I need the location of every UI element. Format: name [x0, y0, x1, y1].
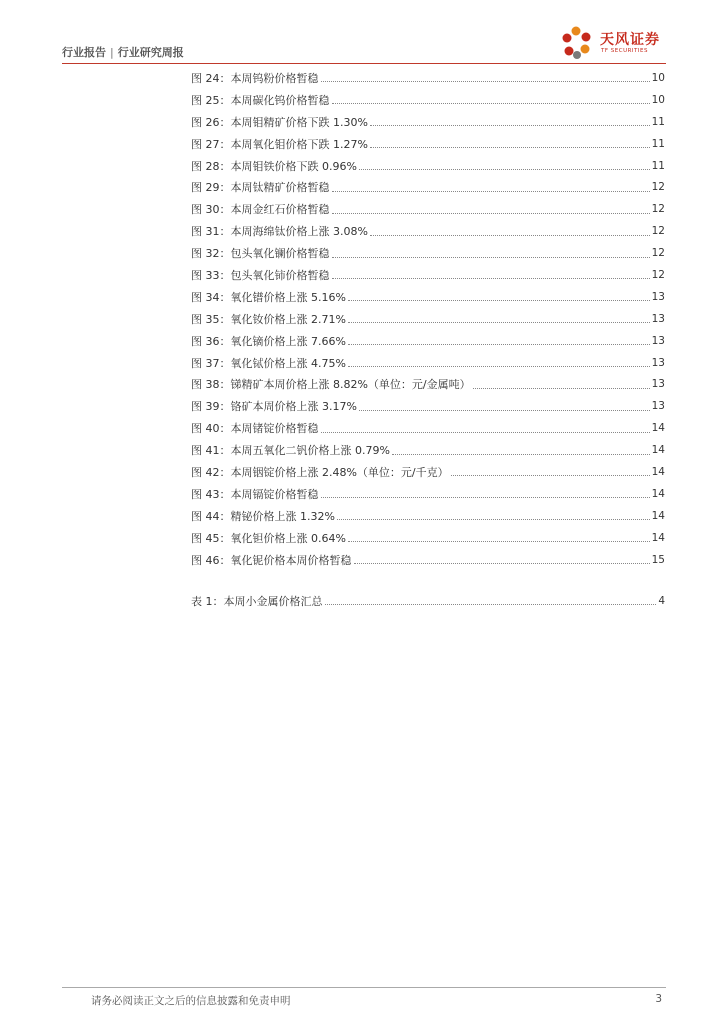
- toc-entry[interactable]: [191, 220, 665, 242]
- toc-entry-label: 图 28：本周钼铁价格下跌 0.96%: [191, 159, 357, 173]
- toc-entry-label: 图 42：本周铟锭价格上涨 2.48%（单位：元/千克）: [191, 465, 449, 479]
- toc-entry[interactable]: [191, 308, 665, 330]
- toc-leader-dots: [348, 541, 650, 542]
- toc-entry[interactable]: [191, 505, 665, 527]
- toc-entry-page: 14: [651, 509, 665, 522]
- toc-entry[interactable]: [191, 461, 665, 483]
- footer-rule: [62, 987, 666, 988]
- logo-name: 天风证券: [600, 32, 660, 48]
- page-number: 3: [655, 993, 662, 1005]
- toc-entry-page: 4: [658, 594, 665, 607]
- header-rule: [62, 63, 666, 64]
- footer-disclaimer: 请务必阅读正文之后的信息披露和免责申明: [91, 995, 291, 1007]
- toc-entry[interactable]: [191, 483, 665, 505]
- toc-entry[interactable]: [191, 286, 665, 308]
- toc-entry-label: 图 37：氧化铽价格上涨 4.75%: [191, 356, 346, 370]
- toc-leader-dots: [473, 388, 650, 389]
- toc-leader-dots: [370, 147, 650, 148]
- toc-leader-dots: [337, 519, 650, 520]
- toc-entry-page: 14: [651, 487, 665, 500]
- toc-entry-page: 13: [651, 312, 665, 325]
- toc-entry-page: 13: [651, 334, 665, 347]
- toc-entry-page: 13: [651, 400, 665, 413]
- toc-entry[interactable]: [191, 590, 665, 612]
- toc-leader-dots: [321, 81, 650, 82]
- header-subsection: 行业研究周报: [117, 46, 184, 59]
- toc-entry-label: 图 46：氧化铌价格本周价格暂稳: [191, 553, 352, 567]
- table-index: [191, 590, 665, 612]
- toc-entry-page: 11: [651, 137, 665, 150]
- toc-entry-page: 12: [651, 203, 665, 216]
- toc-entry-page: 11: [651, 159, 665, 172]
- toc-entry-page: 13: [651, 378, 665, 391]
- toc-entry-label: 图 39：铬矿本周价格上涨 3.17%: [191, 400, 357, 414]
- toc-entry[interactable]: [191, 417, 665, 439]
- toc-leader-dots: [348, 366, 650, 367]
- toc-entry-label: 图 26：本周钼精矿价格下跌 1.30%: [191, 115, 368, 129]
- toc-leader-dots: [359, 169, 650, 170]
- toc-entry-page: 12: [651, 225, 665, 238]
- toc-leader-dots: [354, 563, 650, 564]
- toc-leader-dots: [359, 410, 650, 411]
- toc-leader-dots: [451, 475, 650, 476]
- toc-entry[interactable]: [191, 89, 665, 111]
- toc-leader-dots: [370, 235, 650, 236]
- toc-entry-label: 图 38：锑精矿本周价格上涨 8.82%（单位：元/金属吨）: [191, 378, 471, 392]
- toc-entry[interactable]: [191, 527, 665, 549]
- toc-leader-dots: [370, 125, 650, 126]
- toc-leader-dots: [348, 300, 650, 301]
- toc-leader-dots: [332, 257, 650, 258]
- toc-entry[interactable]: [191, 67, 665, 89]
- toc-entry-page: 14: [651, 444, 665, 457]
- toc-leader-dots: [332, 103, 650, 104]
- figure-index: [191, 67, 665, 570]
- toc-entry-label: 图 25：本周碳化钨价格暂稳: [191, 93, 330, 107]
- toc-entry-page: 15: [651, 553, 665, 566]
- toc-entry-page: 12: [651, 181, 665, 194]
- toc-entry-label: 图 30：本周金红石价格暂稳: [191, 203, 330, 217]
- toc-entry-label: 图 27：本周氧化钼价格下跌 1.27%: [191, 137, 368, 151]
- header-divider: |: [110, 46, 114, 59]
- toc-entry-label: 图 44：精铋价格上涨 1.32%: [191, 509, 335, 523]
- toc-entry-label: 图 29：本周钛精矿价格暂稳: [191, 181, 330, 195]
- toc-leader-dots: [348, 344, 650, 345]
- toc-entry-label: 表 1：本周小金属价格汇总: [191, 594, 323, 608]
- toc-entry-page: 14: [651, 422, 665, 435]
- toc-entry[interactable]: [191, 549, 665, 571]
- toc-entry[interactable]: [191, 155, 665, 177]
- toc-entry-label: 图 32：包头氧化镧价格暂稳: [191, 247, 330, 261]
- company-logo: [556, 24, 666, 64]
- toc-entry[interactable]: [191, 264, 665, 286]
- toc-leader-dots: [321, 432, 650, 433]
- toc-leader-dots: [332, 191, 650, 192]
- toc-leader-dots: [325, 604, 657, 605]
- toc-leader-dots: [348, 322, 650, 323]
- toc-entry-label: 图 40：本周锗锭价格暂稳: [191, 422, 319, 436]
- toc-entry-label: 图 31：本周海绵钛价格上涨 3.08%: [191, 225, 368, 239]
- toc-entry-page: 12: [651, 268, 665, 281]
- toc-entry-label: 图 45：氧化钽价格上涨 0.64%: [191, 531, 346, 545]
- toc-leader-dots: [321, 497, 650, 498]
- toc-entry-label: 图 41：本周五氧化二钒价格上涨 0.79%: [191, 444, 390, 458]
- toc-entry[interactable]: [191, 352, 665, 374]
- toc-entry[interactable]: [191, 198, 665, 220]
- flower-logo-icon: [556, 24, 598, 64]
- toc-entry[interactable]: [191, 330, 665, 352]
- toc-entry-page: 10: [651, 93, 665, 106]
- toc-entry-page: 13: [651, 356, 665, 369]
- toc-entry[interactable]: [191, 111, 665, 133]
- toc-entry-page: 12: [651, 247, 665, 260]
- toc-entry[interactable]: [191, 242, 665, 264]
- toc-leader-dots: [392, 454, 650, 455]
- header-breadcrumb: [62, 44, 184, 60]
- toc-entry-page: 13: [651, 290, 665, 303]
- toc-leader-dots: [332, 213, 650, 214]
- logo-subtitle: TF SECURITIES: [601, 48, 648, 54]
- toc-entry[interactable]: [191, 439, 665, 461]
- toc-entry[interactable]: [191, 133, 665, 155]
- toc-entry-label: 图 24：本周钨粉价格暂稳: [191, 71, 319, 85]
- toc-leader-dots: [332, 278, 650, 279]
- toc-entry[interactable]: [191, 176, 665, 198]
- toc-entry-label: 图 34：氧化镨价格上涨 5.16%: [191, 290, 346, 304]
- toc-entry-label: 图 33：包头氧化铈价格暂稳: [191, 268, 330, 282]
- toc-entry[interactable]: [191, 373, 665, 395]
- toc-entry-label: 图 36：氧化镝价格上涨 7.66%: [191, 334, 346, 348]
- toc-entry-label: 图 43：本周镉锭价格暂稳: [191, 487, 319, 501]
- header-section: 行业报告: [62, 46, 106, 59]
- toc-entry-page: 11: [651, 115, 665, 128]
- toc-entry-label: 图 35：氧化钕价格上涨 2.71%: [191, 312, 346, 326]
- toc-entry-page: 14: [651, 465, 665, 478]
- toc-entry-page: 10: [651, 71, 665, 84]
- toc-entry-page: 14: [651, 531, 665, 544]
- toc-entry[interactable]: [191, 395, 665, 417]
